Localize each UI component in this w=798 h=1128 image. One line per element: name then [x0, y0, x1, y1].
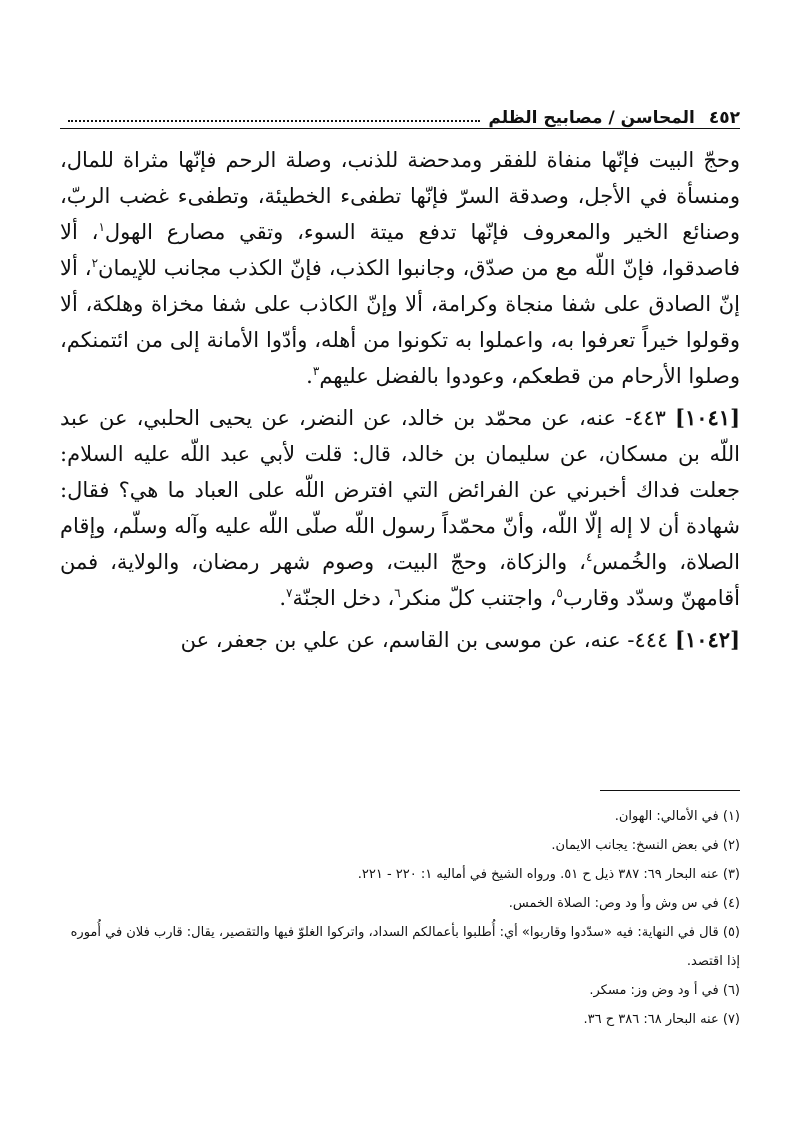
- main-text: [60, 142, 740, 658]
- footnotes: [60, 802, 740, 1034]
- text-span: .: [279, 586, 287, 610]
- footnote: (٤) في س وش وأ ود وص: الصلاة الخمس.: [508, 896, 740, 911]
- footnote: (٢) في بعض النسخ: يجانب الايمان.: [551, 838, 740, 853]
- footnote-marker[interactable]: ٧: [286, 586, 293, 600]
- footnote-marker[interactable]: ١: [98, 220, 105, 234]
- text-span: ، ألا إنّ الصادق على شفا منجاة وكرامة، ألا وإنّ الكاذب على شفا مخزاة وهلكة، ألا وقولوا خيراً تعرفوا به، واعملوا به تكونوا من أهله، وأدّوا الأمانة إلى من ائتمنكم، وصلوا الأرحام من قطعكم، وعودوا بالفضل عليهم: [60, 256, 740, 388]
- text-span: ٤٤٣- عنه، عن محمّد بن خالد، عن النضر، عن يحيى الحلبي، عن عبد اللّه بن مسكان، عن سليمان بن خالد، قال: قلت لأبي عبد اللّه عليه السلام: جعلت فداك أخبرني عن الفرائض التي افترض اللّه على العباد ما هي؟ فقال: شهادة أن لا إله إلّا اللّه، وأنّ محمّداً رسول اللّه صلّى اللّه عليه وآله وسلّم، وإقام الصلاة، والخُمس: [60, 406, 740, 574]
- footnote: (٥) قال في النهاية: فيه «سدّدوا وقاربوا» أي: أُطلبوا بأعمالكم السداد، واتركوا الغلوّ فيها والتقصير، يقال: قارب فلان في أُموره إذا اقتصد.: [70, 925, 740, 969]
- text-span: .: [306, 364, 313, 388]
- footnote-marker[interactable]: ٣: [312, 364, 320, 378]
- footnote-marker[interactable]: ٢: [91, 256, 99, 270]
- running-title: المحاسن / مصابيح الظلم: [488, 108, 695, 128]
- text-span: ، ألا فاصدقوا، فإنّ اللّه مع من صدّق، وجانبوا الكذب، فإنّ الكذب مجانب للإيمان: [60, 220, 741, 280]
- hadith-number: [١٠٤٢]: [675, 627, 740, 652]
- hadith-number: [١٠٤١]: [675, 405, 740, 430]
- footnote-marker[interactable]: ٤: [585, 550, 593, 564]
- footnote-rule: [600, 790, 740, 791]
- text-span: ، والزكاة، وحجّ البيت، وصوم شهر رمضان، والولاية، فمن أقامهنّ وسدّد وقارب: [60, 550, 740, 610]
- header-rule: [60, 128, 740, 129]
- text-span: وحجّ البيت فإنّها منفاة للفقر ومدحضة للذنب، وصلة الرحم فإنّها مثراة للمال، ومنسأة في الأجل، وصدقة السرّ فإنّها تطفىء الخطيئة، وتطفىء غضب الربّ، وصنائع الخير والمعروف فإنّها تدفع ميتة السوء، وتقي مصارع الهول: [60, 148, 740, 244]
- running-header: [60, 92, 740, 128]
- text-span: ، دخل الجنّة: [292, 586, 395, 610]
- page-number: ٤٥٢: [708, 108, 740, 128]
- paragraph-2: [60, 400, 740, 616]
- paragraph-1: [60, 142, 740, 394]
- paragraph-3: [60, 622, 740, 658]
- footnote-marker[interactable]: ٦: [394, 586, 401, 600]
- footnote: (١) في الأمالي: الهوان.: [614, 809, 740, 824]
- text-span: ٤٤٤- عنه، عن موسى بن القاسم، عن علي بن جعفر، عن: [180, 628, 675, 652]
- footnote: (٧) عنه البحار ٦٨: ٣٨٦ ح ٣٦.: [583, 1012, 740, 1027]
- footnote: (٣) عنه البحار ٦٩: ٣٨٧ ذيل ح ٥١. ورواه الشيخ في أماليه ١: ٢٢٠ - ٢٢١.: [357, 867, 740, 882]
- footnote-marker[interactable]: ٥: [556, 586, 563, 600]
- footnote: (٦) في أ ود وض وز: مسكر.: [589, 983, 740, 998]
- text-span: ، واجتنب كلّ منكر: [400, 586, 557, 610]
- leader-dots: [68, 119, 480, 122]
